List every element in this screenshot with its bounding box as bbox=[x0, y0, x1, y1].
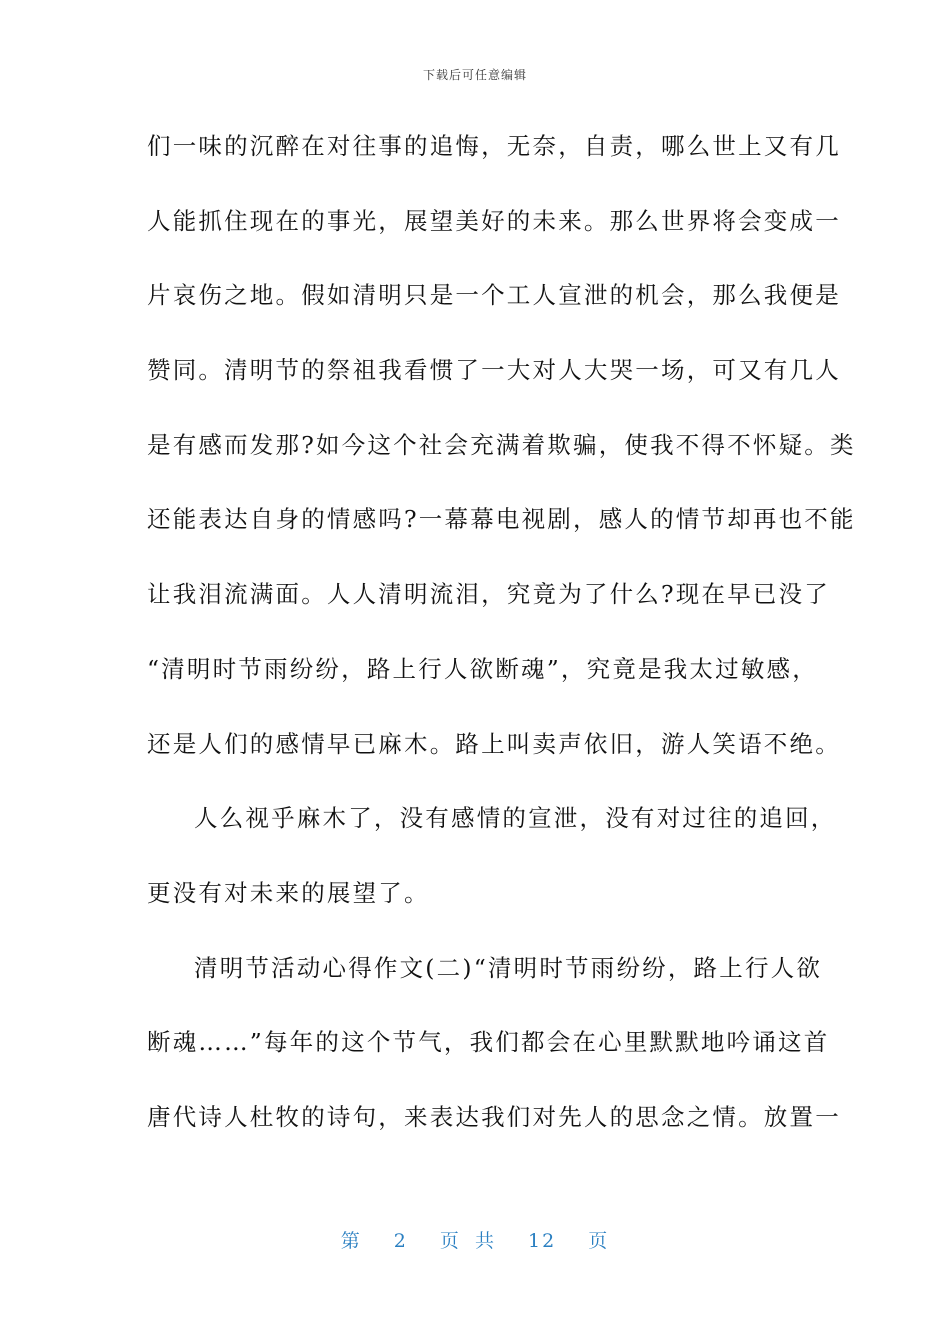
text-line: 赞同。清明节的祭祖我看惯了一大对人大哭一场，可又有几人 bbox=[147, 356, 841, 385]
text-line: 们一味的沉醉在对往事的追悔，无奈，自责，哪么世上又有几 bbox=[147, 132, 841, 160]
text-line: “清明时节雨纷纷，路上行人欲断魂”，究竟是我太过敏感， bbox=[147, 654, 818, 683]
paragraph-start-line: 清明节活动心得作文(二)“清明时节雨纷纷，路上行人欲 bbox=[194, 953, 823, 982]
paragraph-start-line: 人么视乎麻木了，没有感情的宣泄，没有对过往的追回， bbox=[194, 804, 837, 833]
footer-label-di: 第 bbox=[340, 1230, 362, 1252]
document-body bbox=[147, 124, 856, 1170]
header-note: 下载后可任意编辑 bbox=[422, 68, 527, 82]
current-page-number: 2 bbox=[393, 1230, 408, 1252]
text-line: 还能表达自身的情感吗?一幕幕电视剧，感人的情节却再也不能 bbox=[147, 505, 856, 534]
text-line: 还是人们的感情早已麻木。路上叫卖声依旧，游人笑语不绝。 bbox=[147, 729, 841, 758]
text-line: 唐代诗人杜牧的诗句，来表达我们对先人的思念之情。放置一 bbox=[147, 1102, 841, 1131]
footer-label-ye-gong: 页 共 bbox=[439, 1230, 496, 1252]
text-line: 更没有对未来的展望了。 bbox=[147, 878, 430, 907]
text-line: 断魂……”每年的这个节气，我们都会在心里默默地吟诵这首 bbox=[147, 1028, 830, 1057]
text-line: 人能抓住现在的事光，展望美好的未来。那么世界将会变成一 bbox=[147, 206, 841, 235]
text-line: 让我泪流满面。人人清明流泪，究竟为了什么?现在早已没了 bbox=[147, 580, 830, 609]
page-number-footer bbox=[0, 1226, 950, 1253]
footer-label-ye: 页 bbox=[588, 1230, 610, 1252]
text-line: 是有感而发那?如今这个社会充满着欺骗，使我不得不怀疑。类 bbox=[147, 430, 856, 459]
text-line: 片哀伤之地。假如清明只是一个工人宣泄的机会，那么我便是 bbox=[147, 281, 841, 310]
total-pages-number: 12 bbox=[528, 1230, 557, 1252]
